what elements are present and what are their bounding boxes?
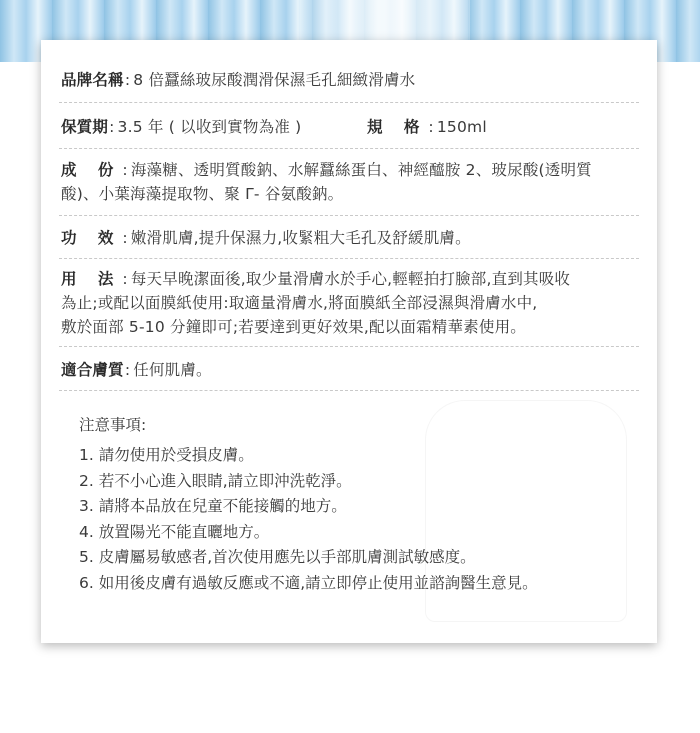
ingredients-text: 海藻糖、透明質酸鈉、水解蠶絲蛋白、神經醯胺 2、玻尿酸(透明質 bbox=[130, 161, 592, 179]
product-info-card bbox=[41, 40, 657, 643]
colon: : bbox=[122, 229, 128, 247]
skin-type-label: 適合膚質 bbox=[61, 361, 124, 379]
colon: : bbox=[109, 118, 115, 136]
divider bbox=[59, 346, 639, 347]
shelf-life-label: 保質期 bbox=[61, 118, 109, 136]
precautions-list bbox=[79, 442, 619, 596]
list-item: 6. 如用後皮膚有過敏反應或不適,請立即停止使用並諮詢醫生意見。 bbox=[79, 573, 538, 592]
divider bbox=[59, 102, 639, 103]
colon: : bbox=[122, 161, 128, 179]
list-item: 2. 若不小心進入眼睛,請立即沖洗乾淨。 bbox=[79, 471, 352, 490]
usage-text: 每天早晚潔面後,取少量滑膚水於手心,輕輕拍打臉部,直到其吸收 bbox=[130, 270, 571, 288]
list-item: 4. 放置陽光不能直曬地方。 bbox=[79, 522, 270, 541]
brand-value: 8 倍蠶絲玻尿酸潤滑保濕毛孔細緻滑膚水 bbox=[133, 71, 416, 89]
list-item: 3. 請將本品放在兒童不能接觸的地方。 bbox=[79, 497, 347, 516]
shelf-life-row bbox=[61, 115, 637, 139]
shelf-life-value: 3.5 年 ( 以收到實物為准 ) bbox=[117, 118, 302, 136]
usage-label: 用 法 bbox=[61, 270, 122, 288]
skin-type-value: 任何肌膚。 bbox=[133, 361, 212, 379]
colon: : bbox=[428, 118, 434, 136]
spec-group bbox=[367, 115, 487, 139]
usage-line: 敷於面部 5-10 分鐘即可;若要達到更好效果,配以面霜精華素使用。 bbox=[61, 318, 526, 336]
ingredients-label: 成 份 bbox=[61, 161, 122, 179]
effect-row bbox=[61, 226, 637, 250]
divider bbox=[59, 390, 639, 391]
list-item: 1. 請勿使用於受損皮膚。 bbox=[79, 446, 254, 464]
ingredients-row bbox=[61, 158, 637, 206]
skin-type-row bbox=[61, 358, 637, 382]
brand-label: 品牌名稱 bbox=[61, 71, 124, 89]
usage-line: 為止;或配以面膜紙使用:取適量滑膚水,將面膜紙全部浸濕與滑膚水中, bbox=[61, 294, 538, 312]
effect-label: 功 效 bbox=[61, 229, 122, 247]
divider bbox=[59, 148, 639, 149]
usage-row bbox=[61, 267, 637, 339]
ingredients-line bbox=[61, 158, 637, 182]
colon: : bbox=[124, 71, 131, 89]
divider bbox=[59, 215, 639, 216]
colon: : bbox=[124, 361, 131, 379]
spec-label: 規 格 bbox=[367, 118, 428, 136]
precautions-title: 注意事項: bbox=[79, 416, 147, 434]
effect-value: 嫩滑肌膚,提升保濕力,收緊粗大毛孔及舒緩肌膚。 bbox=[130, 229, 471, 247]
list-item: 5. 皮膚屬易敏感者,首次使用應先以手部肌膚測試敏感度。 bbox=[79, 548, 476, 567]
spec-value: 150ml bbox=[436, 118, 487, 136]
divider bbox=[59, 258, 639, 259]
ingredients-line: 酸)、小葉海藻提取物、聚 Γ- 谷氨酸鈉。 bbox=[61, 185, 344, 203]
brand-row bbox=[61, 68, 637, 92]
colon: : bbox=[122, 270, 128, 288]
precautions-section bbox=[79, 412, 619, 596]
usage-line bbox=[61, 267, 637, 291]
